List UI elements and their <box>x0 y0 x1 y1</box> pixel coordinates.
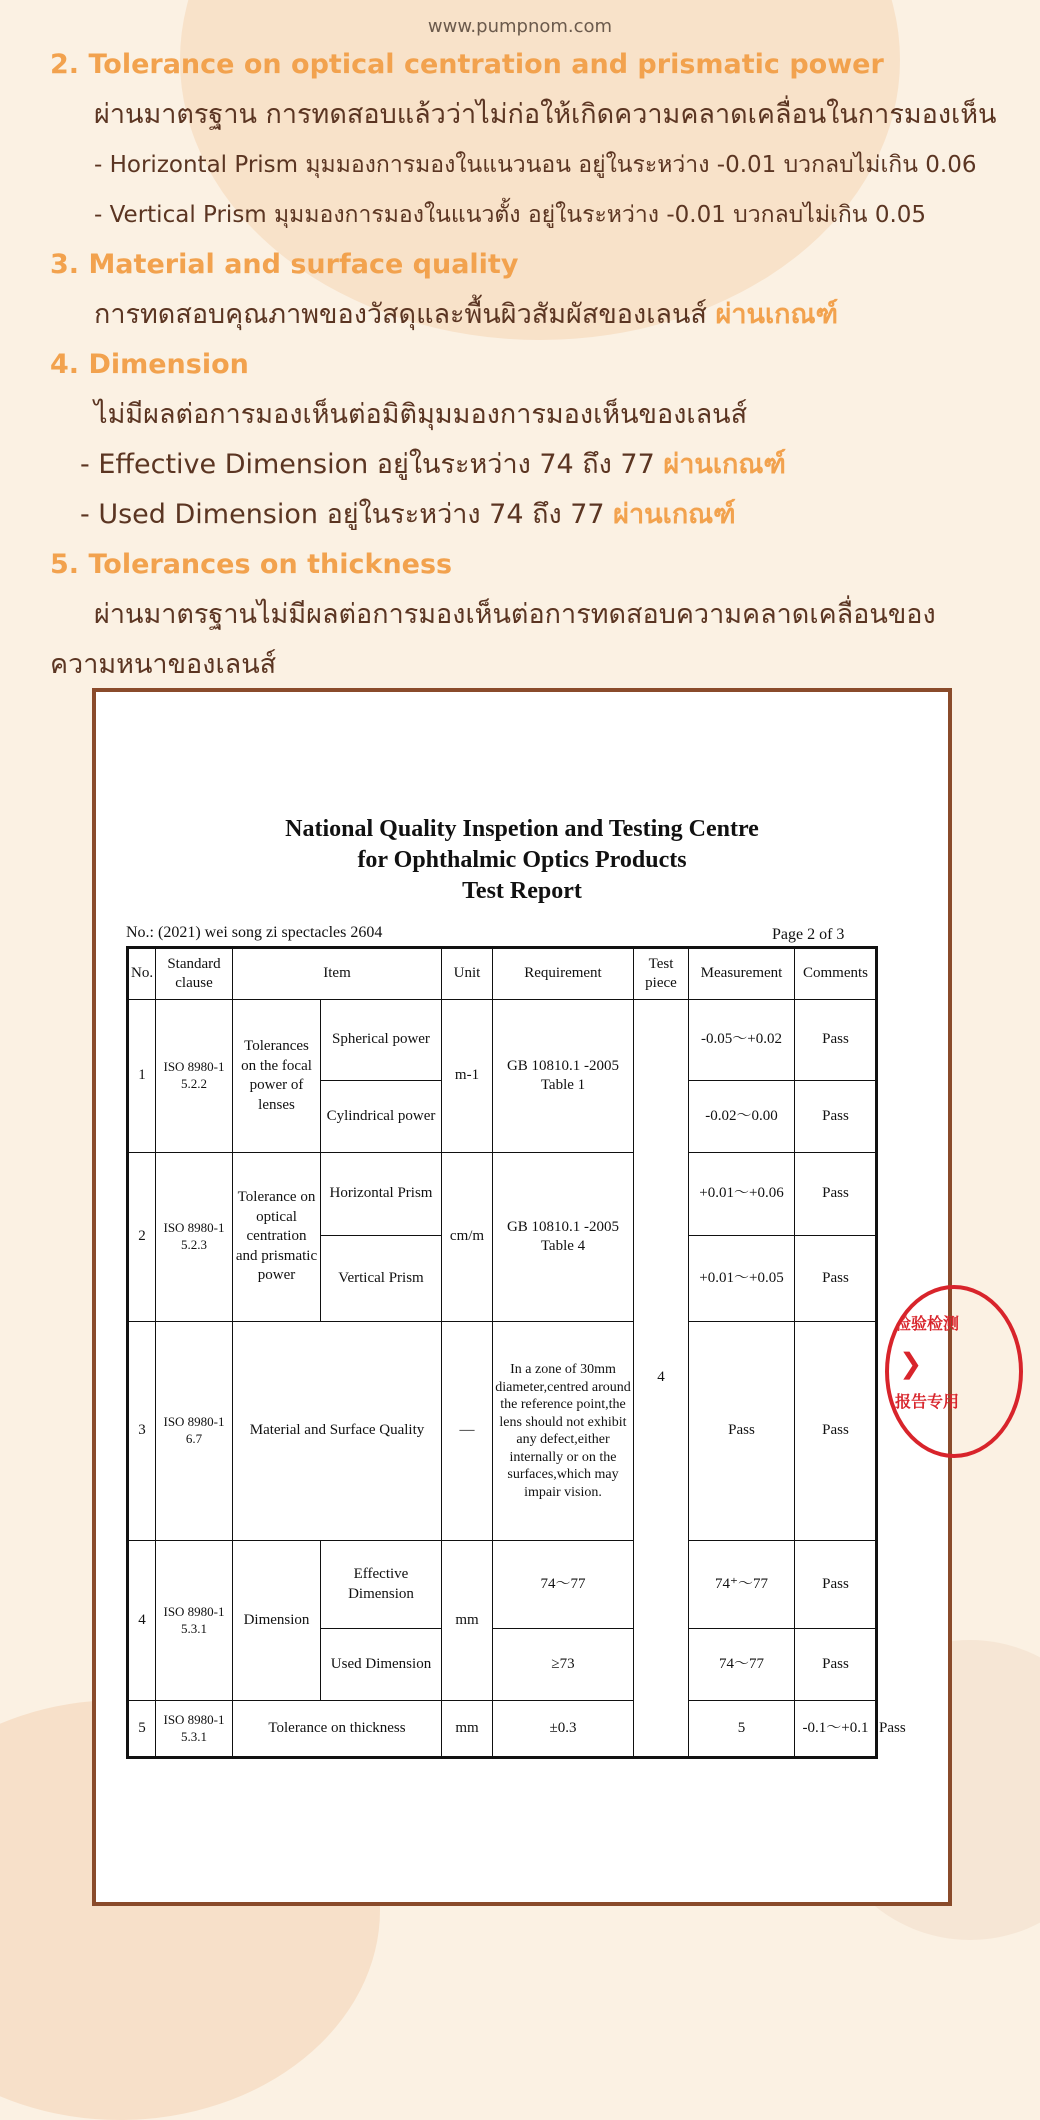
stamp-mark-icon: ❯ <box>899 1347 923 1380</box>
pass-label: ผ่านเกณฑ์ <box>715 299 838 330</box>
sub-item-cell: Horizontal Prism <box>321 1153 442 1236</box>
section-description: ผ่านมาตรฐานไม่มีผลต่อการมองเห็นต่อการทดสอบความคลาดเคลื่อนของ <box>94 599 936 630</box>
measurement-cell: +0.01～+0.06 <box>689 1153 795 1236</box>
unit-cell: mm <box>442 1701 493 1758</box>
sub-item-cell: Spherical power <box>321 1000 442 1081</box>
standard-clause: ISO 8980-1 5.2.3 <box>156 1153 233 1322</box>
bullet-text: - Vertical Prism มุมมองการมองในแนวตั้ง อยู่ในระหว่าง -0.01 บวกลบไม่เกิน 0.05 <box>94 202 927 228</box>
row-number: 4 <box>128 1541 156 1701</box>
description-text: การทดสอบคุณภาพของวัสดุและพื้นผิวสัมผัสของเลนส์ <box>94 299 707 330</box>
standard-clause: ISO 8980-1 5.3.1 <box>156 1541 233 1701</box>
standard-clause: ISO 8980-1 6.7 <box>156 1322 233 1541</box>
requirement-cell: GB 10810.1 -2005 Table 1 <box>493 1000 634 1153</box>
requirement-cell: 74～77 <box>493 1541 634 1629</box>
unit-cell: m-1 <box>442 1000 493 1153</box>
comment-cell: Pass <box>795 1629 877 1701</box>
measurement-cell: -0.02～0.00 <box>689 1081 795 1153</box>
header-cell: Test piece <box>634 948 689 1000</box>
item-cell: Dimension <box>233 1541 321 1701</box>
bullet-text <box>50 440 1010 490</box>
table-row <box>128 1322 877 1541</box>
unit-cell: cm/m <box>442 1153 493 1322</box>
comment-cell: Pass <box>795 1000 877 1081</box>
header-cell: Unit <box>442 948 493 1000</box>
requirement-cell: ≥73 <box>493 1629 634 1701</box>
header-cell: Requirement <box>493 948 634 1000</box>
report-heading: Test Report <box>462 878 582 904</box>
page-indicator: Page 2 of 3 <box>772 926 845 943</box>
table-header-row <box>128 948 877 1000</box>
measurement-cell: -0.1～+0.1 <box>795 1701 877 1758</box>
requirement-cell: GB 10810.1 -2005 Table 4 <box>493 1153 634 1322</box>
description-text <box>50 40 1010 690</box>
header-cell: Measurement <box>689 948 795 1000</box>
unit-cell: mm <box>442 1541 493 1701</box>
comment-cell: Pass <box>795 1081 877 1153</box>
bullet-label: - Effective Dimension อยู่ในระหว่าง 74 ถึง 77 <box>80 449 655 480</box>
comment-cell: Pass <box>795 1541 877 1629</box>
measurement-cell: Pass <box>689 1322 795 1541</box>
test-report-document <box>92 688 952 1906</box>
test-piece-cell: 4 <box>634 1000 689 1758</box>
test-piece-cell: 5 <box>689 1701 795 1758</box>
header-cell: Comments <box>795 948 877 1000</box>
unit-cell: — <box>442 1322 493 1541</box>
section-heading: 3. Material and surface quality <box>50 249 519 280</box>
standard-clause: ISO 8980-1 5.2.2 <box>156 1000 233 1153</box>
item-cell: Material and Surface Quality <box>233 1322 442 1541</box>
test-results-table <box>126 946 906 1759</box>
requirement-cell: In a zone of 30mm diameter,centred around the reference point,the lens should not exhibit any defect,either internally or on the surfaces,which may impair vision. <box>493 1322 634 1541</box>
section-description: ผ่านมาตรฐาน การทดสอบแล้วว่าไม่ก่อให้เกิดความคลาดเคลื่อนในการมองเห็น <box>94 99 997 130</box>
measurement-cell: -0.05～+0.02 <box>689 1000 795 1081</box>
sub-item-cell: Cylindrical power <box>321 1081 442 1153</box>
site-url[interactable]: www.pumpnom.com <box>427 16 613 37</box>
pass-label: ผ่านเกณฑ์ <box>663 449 786 480</box>
table-row <box>128 1000 877 1081</box>
standard-clause: ISO 8980-1 5.3.1 <box>156 1701 233 1758</box>
requirement-cell: ±0.3 <box>493 1701 634 1758</box>
bullet-text <box>50 490 1010 540</box>
row-number: 2 <box>128 1153 156 1322</box>
section-description: ไม่มีผลต่อการมองเห็นต่อมิติมุมมองการมองเห็นของเลนส์ <box>94 399 748 430</box>
item-cell: Tolerance on thickness <box>233 1701 442 1758</box>
section-description: ความหนาของเลนส์ <box>50 649 277 680</box>
stamp-text: 报告专用 <box>895 1392 960 1411</box>
header-cell: Item <box>233 948 442 1000</box>
pass-label: ผ่านเกณฑ์ <box>613 499 736 530</box>
sub-item-cell: Used Dimension <box>321 1629 442 1701</box>
table-row: 5 ISO 8980-1 5.3.1 Tolerance on thickness mm ±0.3 5 -0.1～+0.1 Pass <box>128 1701 877 1758</box>
measurement-cell: 74～77 <box>689 1629 795 1701</box>
report-number: No.: (2021) wei song zi spectacles 2604 <box>126 924 383 941</box>
row-number: 5 <box>128 1701 156 1758</box>
measurement-cell: +0.01～+0.05 <box>689 1236 795 1322</box>
section-description <box>50 290 1010 340</box>
bullet-label: - Used Dimension อยู่ในระหว่าง 74 ถึง 77 <box>80 499 605 530</box>
section-heading: 2. Tolerance on optical centration and prismatic power <box>50 49 884 80</box>
table-row <box>128 1153 877 1236</box>
item-cell: Tolerance on optical centration and prismatic power <box>233 1153 321 1322</box>
stamp-text: 检验检测 <box>895 1314 960 1333</box>
sub-item-cell: Vertical Prism <box>321 1236 442 1322</box>
sub-item-cell: Effective Dimension <box>321 1541 442 1629</box>
header-cell: No. <box>128 948 156 1000</box>
table-row <box>128 1541 877 1629</box>
row-number: 3 <box>128 1322 156 1541</box>
comment-cell: Pass <box>795 1322 877 1541</box>
report-title: National Quality Inspetion and Testing Centre <box>285 816 759 842</box>
measurement-cell: 74⁺～77 <box>689 1541 795 1629</box>
row-number: 1 <box>128 1000 156 1153</box>
comment-cell: Pass <box>795 1236 877 1322</box>
comment-cell: Pass <box>795 1153 877 1236</box>
section-heading: 4. Dimension <box>50 349 249 380</box>
section-heading: 5. Tolerances on thickness <box>50 549 453 580</box>
item-cell: Tolerances on the focal power of lenses <box>233 1000 321 1153</box>
header-cell: Standard clause <box>156 948 233 1000</box>
official-stamp <box>885 1285 1023 1458</box>
report-subtitle: for Ophthalmic Optics Products <box>357 847 687 873</box>
bullet-text: - Horizontal Prism มุมมองการมองในแนวนอน อยู่ในระหว่าง -0.01 บวกลบไม่เกิน 0.06 <box>94 152 977 178</box>
